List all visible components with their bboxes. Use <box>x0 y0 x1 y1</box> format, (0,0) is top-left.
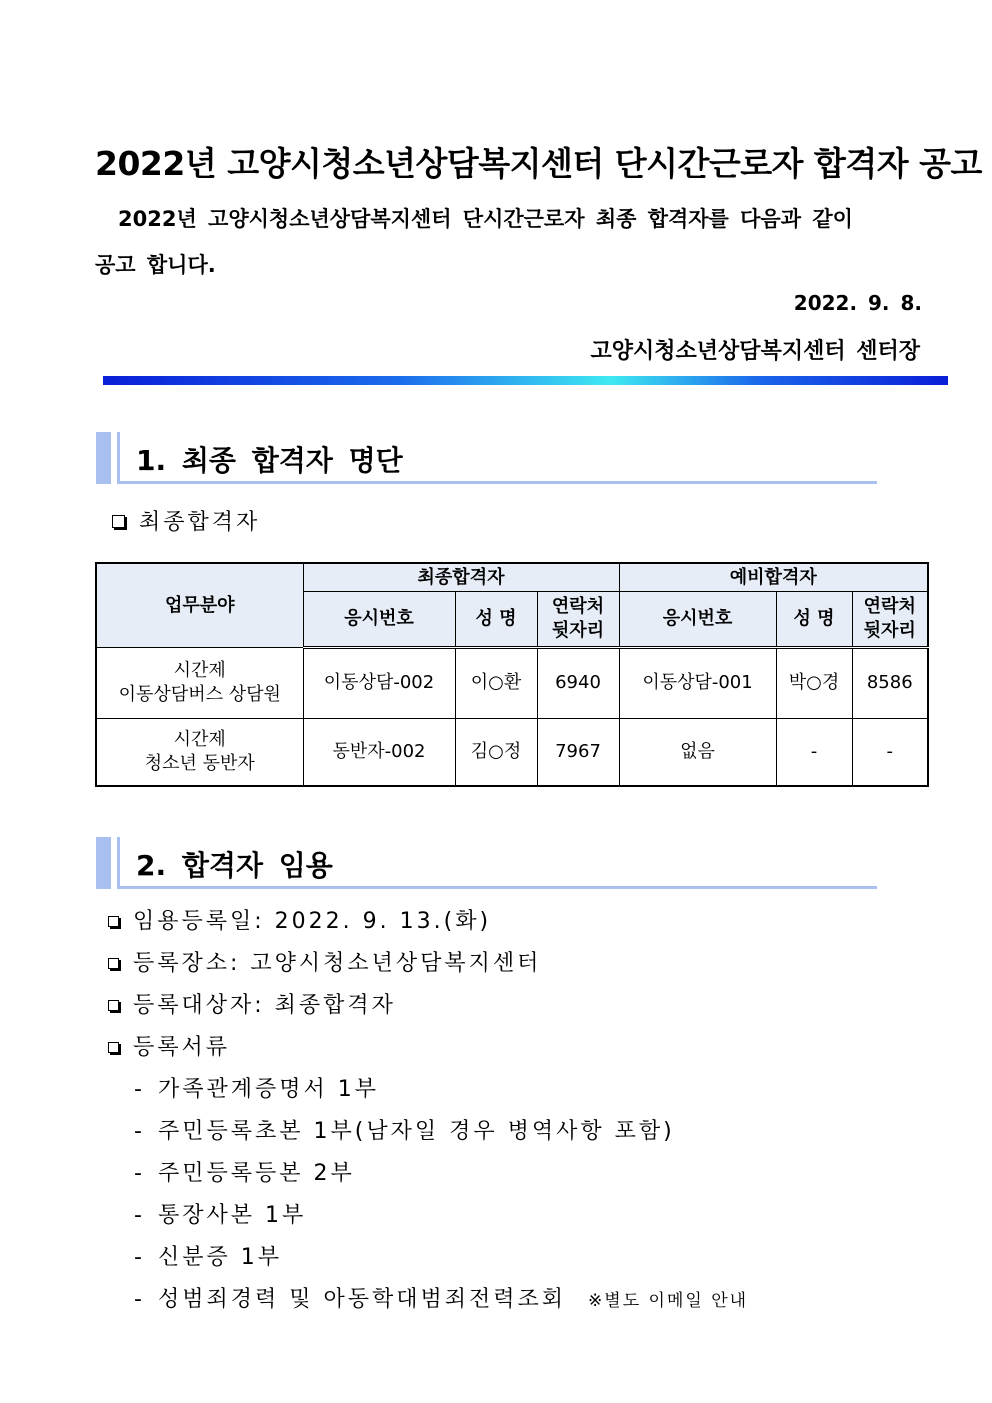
header-contact-line-2: 뒷자리 <box>551 619 605 641</box>
document-item: - 주민등록초본 1부(남자일 경우 병역사항 포함) <box>134 1119 675 1144</box>
document-item: - 가족관계증명서 1부 <box>134 1077 380 1102</box>
section-2-header <box>96 837 877 889</box>
intro-line-1: 2022년 고양시청소년상담복지센터 단시간근로자 최종 합격자를 다음과 같이 <box>118 207 853 231</box>
table-row <box>96 718 928 786</box>
cell-reserve-contact: 8586 <box>852 647 928 718</box>
checkbox-bullet-icon <box>108 958 119 969</box>
divider-bar <box>103 376 948 385</box>
cell-final-name: 김○정 <box>455 718 537 786</box>
checkbox-bullet-icon <box>112 515 125 528</box>
list-item-text: 임용등록일: 2022. 9. 13.(화) <box>133 909 492 934</box>
list-item <box>108 946 541 977</box>
announcement-date: 2022. 9. 8. <box>793 291 922 315</box>
section-underline <box>117 481 877 484</box>
list-item <box>108 988 396 1019</box>
cell-reserve-contact: - <box>852 718 928 786</box>
section-1-header <box>96 432 877 484</box>
field-line-2: 청소년 동반자 <box>144 752 255 774</box>
list-item <box>108 904 491 935</box>
header-reserve-contact <box>852 591 928 647</box>
cell-final-contact: 6940 <box>537 647 619 718</box>
page-title: 2022년 고양시청소년상담복지센터 단시간근로자 합격자 공고 <box>95 144 982 183</box>
cell-final-exam-no: 동반자-002 <box>303 718 455 786</box>
cell-reserve-exam-no: 이동상담-001 <box>619 647 776 718</box>
header-final-name: 성 명 <box>455 591 537 647</box>
list-item-text: 등록서류 <box>133 1035 231 1060</box>
document-item: - 성범죄경력 및 아동학대범죄전력조회 ※별도 이메일 안내 <box>134 1287 749 1312</box>
cell-final-name: 이○환 <box>455 647 537 718</box>
cell-final-exam-no: 이동상담-002 <box>303 647 455 718</box>
checkbox-bullet-icon <box>108 916 119 927</box>
cell-reserve-name: 박○경 <box>776 647 852 718</box>
table-row <box>96 647 928 718</box>
header-contact-line-2: 뒷자리 <box>863 619 916 641</box>
document-text: 가족관계증명서 1부 <box>158 1077 380 1102</box>
cell-final-contact: 7967 <box>537 718 619 786</box>
header-contact-line-1: 연락처 <box>863 596 916 618</box>
field-line-1: 시간제 <box>173 729 226 751</box>
cell-field <box>96 647 303 718</box>
document-item: - 통장사본 1부 <box>134 1203 307 1228</box>
document-text: 통장사본 1부 <box>158 1203 307 1228</box>
section-frame-line <box>117 432 120 484</box>
section-frame-line <box>117 837 120 889</box>
header-field: 업무분야 <box>96 563 303 647</box>
list-item-text: 등록장소: 고양시청소년상담복지센터 <box>133 951 542 976</box>
document-text: 주민등록등본 2부 <box>158 1161 355 1186</box>
document-text: 신분증 1부 <box>158 1245 282 1270</box>
signer: 고양시청소년상담복지센터 센터장 <box>590 339 920 364</box>
section-underline <box>117 886 877 889</box>
email-note: ※별도 이메일 안내 <box>588 1291 749 1311</box>
list-item <box>108 1030 230 1061</box>
intro-line-2: 공고 합니다. <box>95 253 216 277</box>
final-list-label-text: 최종합격자 <box>139 510 261 535</box>
header-reserve-group: 예비합격자 <box>619 563 928 591</box>
section-accent <box>96 432 111 484</box>
field-line-1: 시간제 <box>173 660 226 682</box>
final-list-label <box>112 505 260 536</box>
results-table <box>95 562 929 787</box>
list-item-text: 등록대상자: 최종합격자 <box>133 993 396 1018</box>
field-line-2: 이동상담버스 상담원 <box>118 683 281 705</box>
header-reserve-exam-no: 응시번호 <box>619 591 776 647</box>
checkbox-bullet-icon <box>108 1042 119 1053</box>
header-final-group: 최종합격자 <box>303 563 619 591</box>
header-reserve-name: 성 명 <box>776 591 852 647</box>
header-contact-line-1: 연락처 <box>551 596 605 618</box>
checkbox-bullet-icon <box>108 1000 119 1011</box>
document-item: - 신분증 1부 <box>134 1245 282 1270</box>
cell-field <box>96 718 303 786</box>
header-final-contact <box>537 591 619 647</box>
cell-reserve-name: - <box>776 718 852 786</box>
header-final-exam-no: 응시번호 <box>303 591 455 647</box>
section-2-title: 2. 합격자 임용 <box>136 849 333 882</box>
section-1-title: 1. 최종 합격자 명단 <box>136 444 403 477</box>
document-item: - 주민등록등본 2부 <box>134 1161 355 1186</box>
document-text: 주민등록초본 1부(남자일 경우 병역사항 포함) <box>158 1119 675 1144</box>
section-accent <box>96 837 111 889</box>
cell-reserve-exam-no: 없음 <box>619 718 776 786</box>
document-text: 성범죄경력 및 아동학대범죄전력조회 <box>158 1287 567 1312</box>
